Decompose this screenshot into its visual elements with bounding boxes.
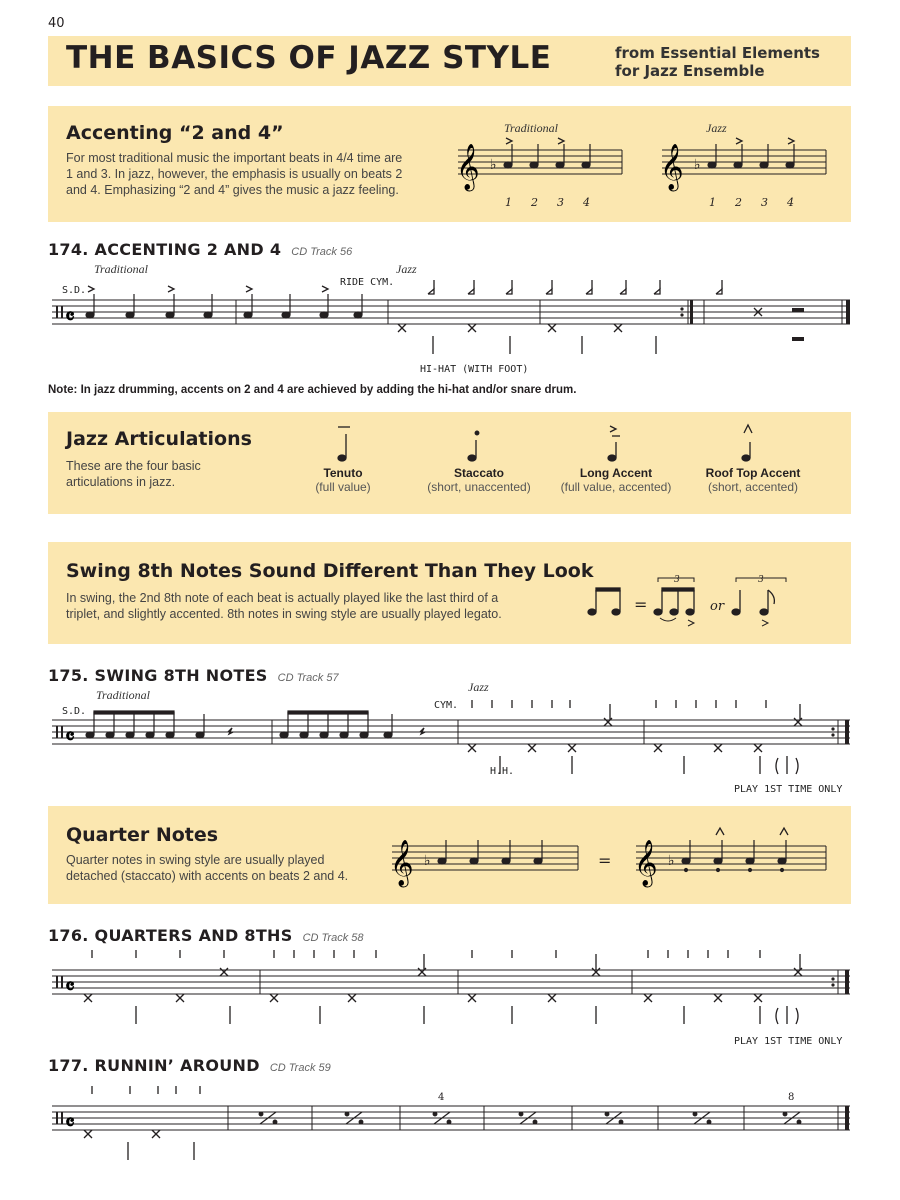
svg-text:♭: ♭ <box>694 157 701 173</box>
beat-number: 2 <box>531 196 538 209</box>
accenting-text-line: 1 and 3. In jazz, however, the emphasis is usually on beats 2 <box>66 167 403 181</box>
svg-text:♭: ♭ <box>424 853 431 869</box>
time-signature-icon: 𝄴 <box>65 304 75 330</box>
articulation-symbols <box>300 420 820 470</box>
svg-text:♭: ♭ <box>668 853 675 869</box>
articulation-description: (full value) <box>315 480 371 494</box>
beat-number: 4 <box>787 196 794 209</box>
exercise-175-title <box>48 666 339 685</box>
quarter-notes-text-line: detached (staccato) with accents on beats 2 and 4. <box>66 869 349 883</box>
quarter-notes-text <box>66 852 348 884</box>
accenting-text-line: and 4. Emphasizing “2 and 4” gives the music a jazz feeling. <box>66 183 399 197</box>
beat-number: 3 <box>557 196 564 209</box>
swing-title: Swing 8th Notes Sound Different Than They Look <box>66 560 594 582</box>
exercise-175-staff <box>48 700 858 780</box>
articulation-name: Tenuto <box>323 466 363 480</box>
beat-number: 2 <box>735 196 742 209</box>
exercise-177-title <box>48 1056 331 1075</box>
cd-track-label: CD Track 59 <box>269 1062 331 1074</box>
accent-staves <box>450 136 840 216</box>
articulation-name: Roof Top Accent <box>705 466 801 480</box>
cd-track-label: CD Track 56 <box>291 246 353 258</box>
exercise-176-staff <box>48 950 858 1030</box>
treble-clef-icon: 𝄞 <box>456 144 480 190</box>
articulation-description: (full value, accented) <box>560 480 672 494</box>
label-jazz: Jazz <box>468 680 489 694</box>
accenting-title: Accenting “2 and 4” <box>66 122 284 144</box>
articulation-long-accent <box>548 466 684 494</box>
articulations-text-line: These are the four basic <box>66 459 201 473</box>
beat-number: 4 <box>583 196 590 209</box>
beat-number: 3 <box>761 196 768 209</box>
articulations-text-line: articulations in jazz. <box>66 475 176 489</box>
exercise-177-name: 177. RUNNIN’ AROUND <box>48 1056 260 1075</box>
play-first-time-only-label: PLAY 1ST TIME ONLY <box>734 1036 843 1047</box>
quarter-notes-staves <box>386 826 836 896</box>
articulations-title: Jazz Articulations <box>66 428 252 450</box>
treble-clef-icon: 𝄞 <box>390 840 414 886</box>
swing-text-line: In swing, the 2nd 8th note of each beat is actually played like the last third of a <box>66 591 499 605</box>
page-subtitle <box>615 44 820 80</box>
time-signature-icon: 𝄴 <box>65 1110 75 1136</box>
articulation-name: Long Accent <box>579 466 653 480</box>
cymbal-label: CYM. <box>434 700 459 711</box>
swing-text <box>66 590 502 622</box>
label-jazz: Jazz <box>396 262 417 276</box>
label-traditional: Traditional <box>94 262 149 276</box>
beat-number: 1 <box>505 196 512 209</box>
play-first-time-only-label: PLAY 1ST TIME ONLY <box>734 784 843 795</box>
measure-count: 4 <box>438 1092 445 1103</box>
hihat-label: HI-HAT (WITH FOOT) <box>420 364 529 375</box>
label-traditional: Traditional <box>504 121 559 135</box>
measure-count: 8 <box>788 1092 795 1103</box>
cd-track-label: CD Track 58 <box>302 932 364 944</box>
treble-clef-icon: 𝄞 <box>634 840 658 886</box>
articulation-tenuto <box>288 466 398 494</box>
page-title: THE BASICS OF JAZZ STYLE <box>66 40 552 76</box>
equals-sign: = <box>598 851 612 870</box>
triplet-number: 3 <box>674 575 680 585</box>
articulations-text <box>66 458 201 490</box>
swing-rhythm-figure <box>586 570 806 630</box>
accenting-text <box>66 150 402 198</box>
exercise-174-title <box>48 240 352 259</box>
snare-drum-label: S.D. <box>62 706 87 717</box>
treble-clef-icon: 𝄞 <box>660 144 684 190</box>
accenting-text-line: For most traditional music the important beats in 4/4 time are <box>66 151 403 165</box>
quarter-notes-text-line: Quarter notes in swing style are usually played <box>66 853 325 867</box>
time-signature-icon: 𝄴 <box>65 974 75 1000</box>
articulation-description: (short, unaccented) <box>427 480 531 494</box>
exercise-174-staff <box>48 280 858 360</box>
time-signature-icon: 𝄴 <box>65 724 75 750</box>
cd-track-label: CD Track 57 <box>277 672 339 684</box>
or-label: or <box>710 599 725 614</box>
articulation-name: Staccato <box>453 466 505 480</box>
page-number: 40 <box>48 16 65 31</box>
exercise-177-staff <box>48 1086 858 1166</box>
exercise-176-name: 176. QUARTERS AND 8THS <box>48 926 293 945</box>
label-jazz: Jazz <box>706 121 727 135</box>
articulation-roof-top-accent <box>690 466 816 494</box>
label-traditional: Traditional <box>96 688 151 702</box>
triplet-number: 3 <box>758 575 764 585</box>
quarter-notes-title: Quarter Notes <box>66 824 219 846</box>
equals-sign: = <box>634 595 648 614</box>
articulation-staccato <box>414 466 544 494</box>
exercise-174-name: 174. ACCENTING 2 AND 4 <box>48 240 282 259</box>
subtitle-line-1: from Essential Elements <box>615 44 820 62</box>
exercise-176-title <box>48 926 364 945</box>
note-text: Note: In jazz drumming, accents on 2 and 4 are achieved by adding the hi-hat and/or snare drum. <box>48 384 577 396</box>
snare-drum-label: S.D. <box>62 285 87 296</box>
svg-text:♭: ♭ <box>490 157 497 173</box>
exercise-175-name: 175. SWING 8TH NOTES <box>48 666 268 685</box>
swing-text-line: triplet, and slightly accented. 8th notes in swing style are usually played legato. <box>66 607 502 621</box>
hihat-label: H.H. <box>490 766 515 777</box>
subtitle-line-2: for Jazz Ensemble <box>615 62 765 80</box>
beat-number: 1 <box>709 196 716 209</box>
articulation-description: (short, accented) <box>707 480 799 494</box>
ride-cymbal-label: RIDE CYM. <box>340 277 395 288</box>
